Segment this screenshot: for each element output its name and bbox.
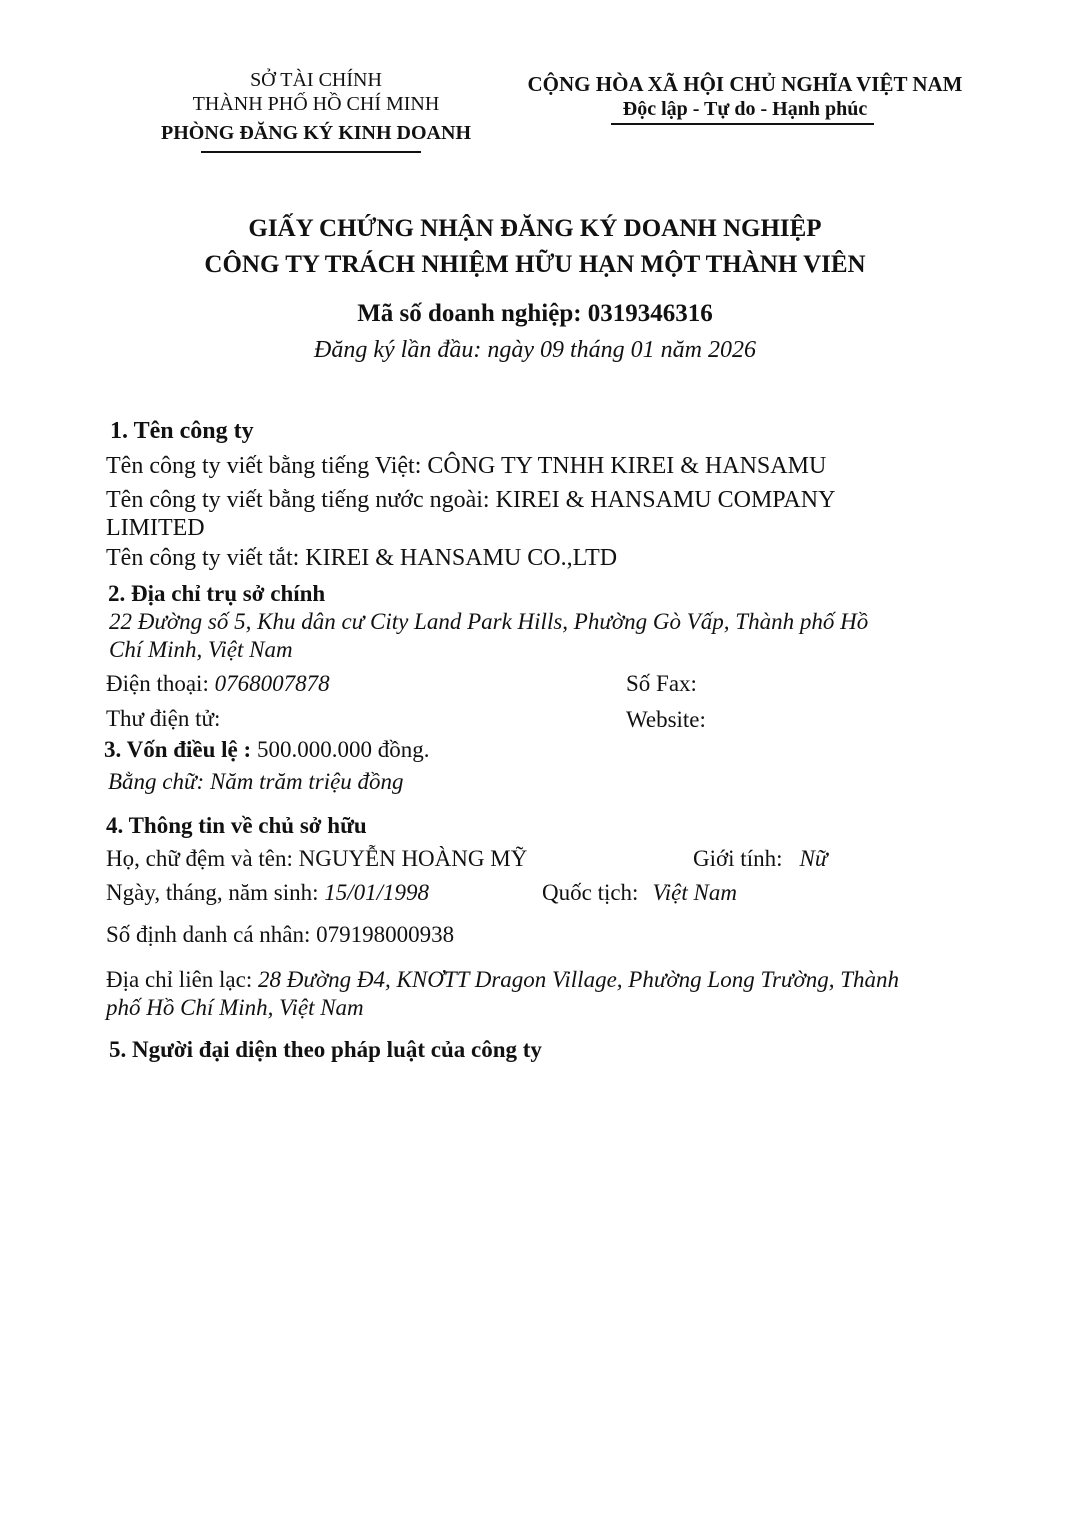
head-office-address-line1: 22 Đường số 5, Khu dân cư City Land Park Hills, Phường Gò Vấp, Thành phố Hồ	[109, 609, 869, 634]
nationality-row	[542, 879, 737, 907]
header-right-divider	[611, 123, 874, 125]
header-left-line1: SỞ TÀI CHÍNH	[250, 69, 382, 91]
personal-id-row	[106, 921, 454, 949]
foreign-name-row	[106, 486, 835, 515]
company-type-title: CÔNG TY TRÁCH NHIỆM HỮU HẠN MỘT THÀNH VIÊN	[204, 251, 866, 278]
contact-address-row	[106, 966, 899, 994]
capital-in-words: Bằng chữ: Năm trăm triệu đồng	[108, 769, 404, 794]
vn-name-row	[106, 452, 826, 481]
section4-heading: 4. Thông tin về chủ sở hữu	[106, 813, 367, 838]
header-left-line2: THÀNH PHỐ HỒ CHÍ MINH	[192, 93, 440, 115]
nationality-value: Việt Nam	[652, 880, 737, 905]
gender-value: Nữ	[799, 846, 828, 871]
charter-capital-row	[104, 736, 429, 764]
foreign-name-value: KIREI & HANSAMU COMPANY	[495, 487, 836, 513]
owner-name-label: Họ, chữ đệm và tên:	[106, 846, 299, 871]
tax-code: Mã số doanh nghiệp: 0319346316	[357, 300, 713, 327]
foreign-name-label: Tên công ty viết bằng tiếng nước ngoài:	[106, 487, 496, 513]
vn-name-label: Tên công ty viết bằng tiếng Việt:	[106, 453, 428, 479]
phone-label: Điện thoại:	[106, 671, 215, 696]
charter-capital-value: 500.000.000 đồng.	[256, 737, 430, 762]
short-name-value: KIREI & HANSAMU CO.,LTD	[305, 545, 618, 571]
website-label: Website:	[626, 707, 706, 732]
header-left-divider	[201, 151, 421, 153]
section2-heading: 2. Địa chỉ trụ sở chính	[108, 581, 326, 606]
head-office-address-line2: Chí Minh, Việt Nam	[109, 637, 293, 662]
header-left-line3: PHÒNG ĐĂNG KÝ KINH DOANH	[161, 122, 471, 144]
nationality-label: Quốc tịch:	[542, 880, 639, 905]
section5-heading: 5. Người đại diện theo pháp luật của công ty	[109, 1037, 542, 1062]
dob-label: Ngày, tháng, năm sinh:	[106, 880, 325, 905]
gender-label: Giới tính:	[693, 846, 783, 871]
first-registration-date: Đăng ký lần đầu: ngày 09 tháng 01 năm 2026	[314, 337, 756, 363]
owner-name-row	[106, 845, 527, 873]
dob-row	[106, 879, 429, 907]
header-right-line1: CỘNG HÒA XÃ HỘI CHỦ NGHĨA VIỆT NAM	[527, 72, 963, 96]
foreign-name-value-continued: LIMITED	[106, 515, 205, 541]
short-name-row	[106, 544, 617, 573]
vn-name-value: CÔNG TY TNHH KIREI & HANSAMU	[427, 453, 827, 479]
phone-row	[106, 670, 330, 698]
section3-heading: 3. Vốn điều lệ :	[104, 737, 257, 762]
owner-name-value: NGUYỄN HOÀNG MỸ	[298, 846, 528, 871]
phone-value: 0768007878	[214, 671, 330, 696]
personal-id-value: 079198000938	[316, 922, 455, 947]
fax-label: Số Fax:	[626, 671, 697, 696]
contact-address-value: 28 Đường Đ4, KNƠTT Dragon Village, Phường Long Trường, Thành	[258, 967, 900, 992]
dob-value: 15/01/1998	[324, 880, 430, 905]
contact-address-value-continued: phố Hồ Chí Minh, Việt Nam	[106, 995, 364, 1020]
short-name-label: Tên công ty viết tắt:	[106, 545, 306, 571]
email-label: Thư điện tử:	[106, 706, 221, 731]
section1-heading: 1. Tên công ty	[110, 418, 254, 444]
personal-id-label: Số định danh cá nhân:	[106, 922, 317, 947]
document-title: GIẤY CHỨNG NHẬN ĐĂNG KÝ DOANH NGHIỆP	[248, 215, 822, 242]
gender-row	[693, 845, 827, 873]
contact-address-label: Địa chỉ liên lạc:	[106, 967, 258, 992]
header-right-motto: Độc lập - Tự do - Hạnh phúc	[622, 98, 868, 120]
